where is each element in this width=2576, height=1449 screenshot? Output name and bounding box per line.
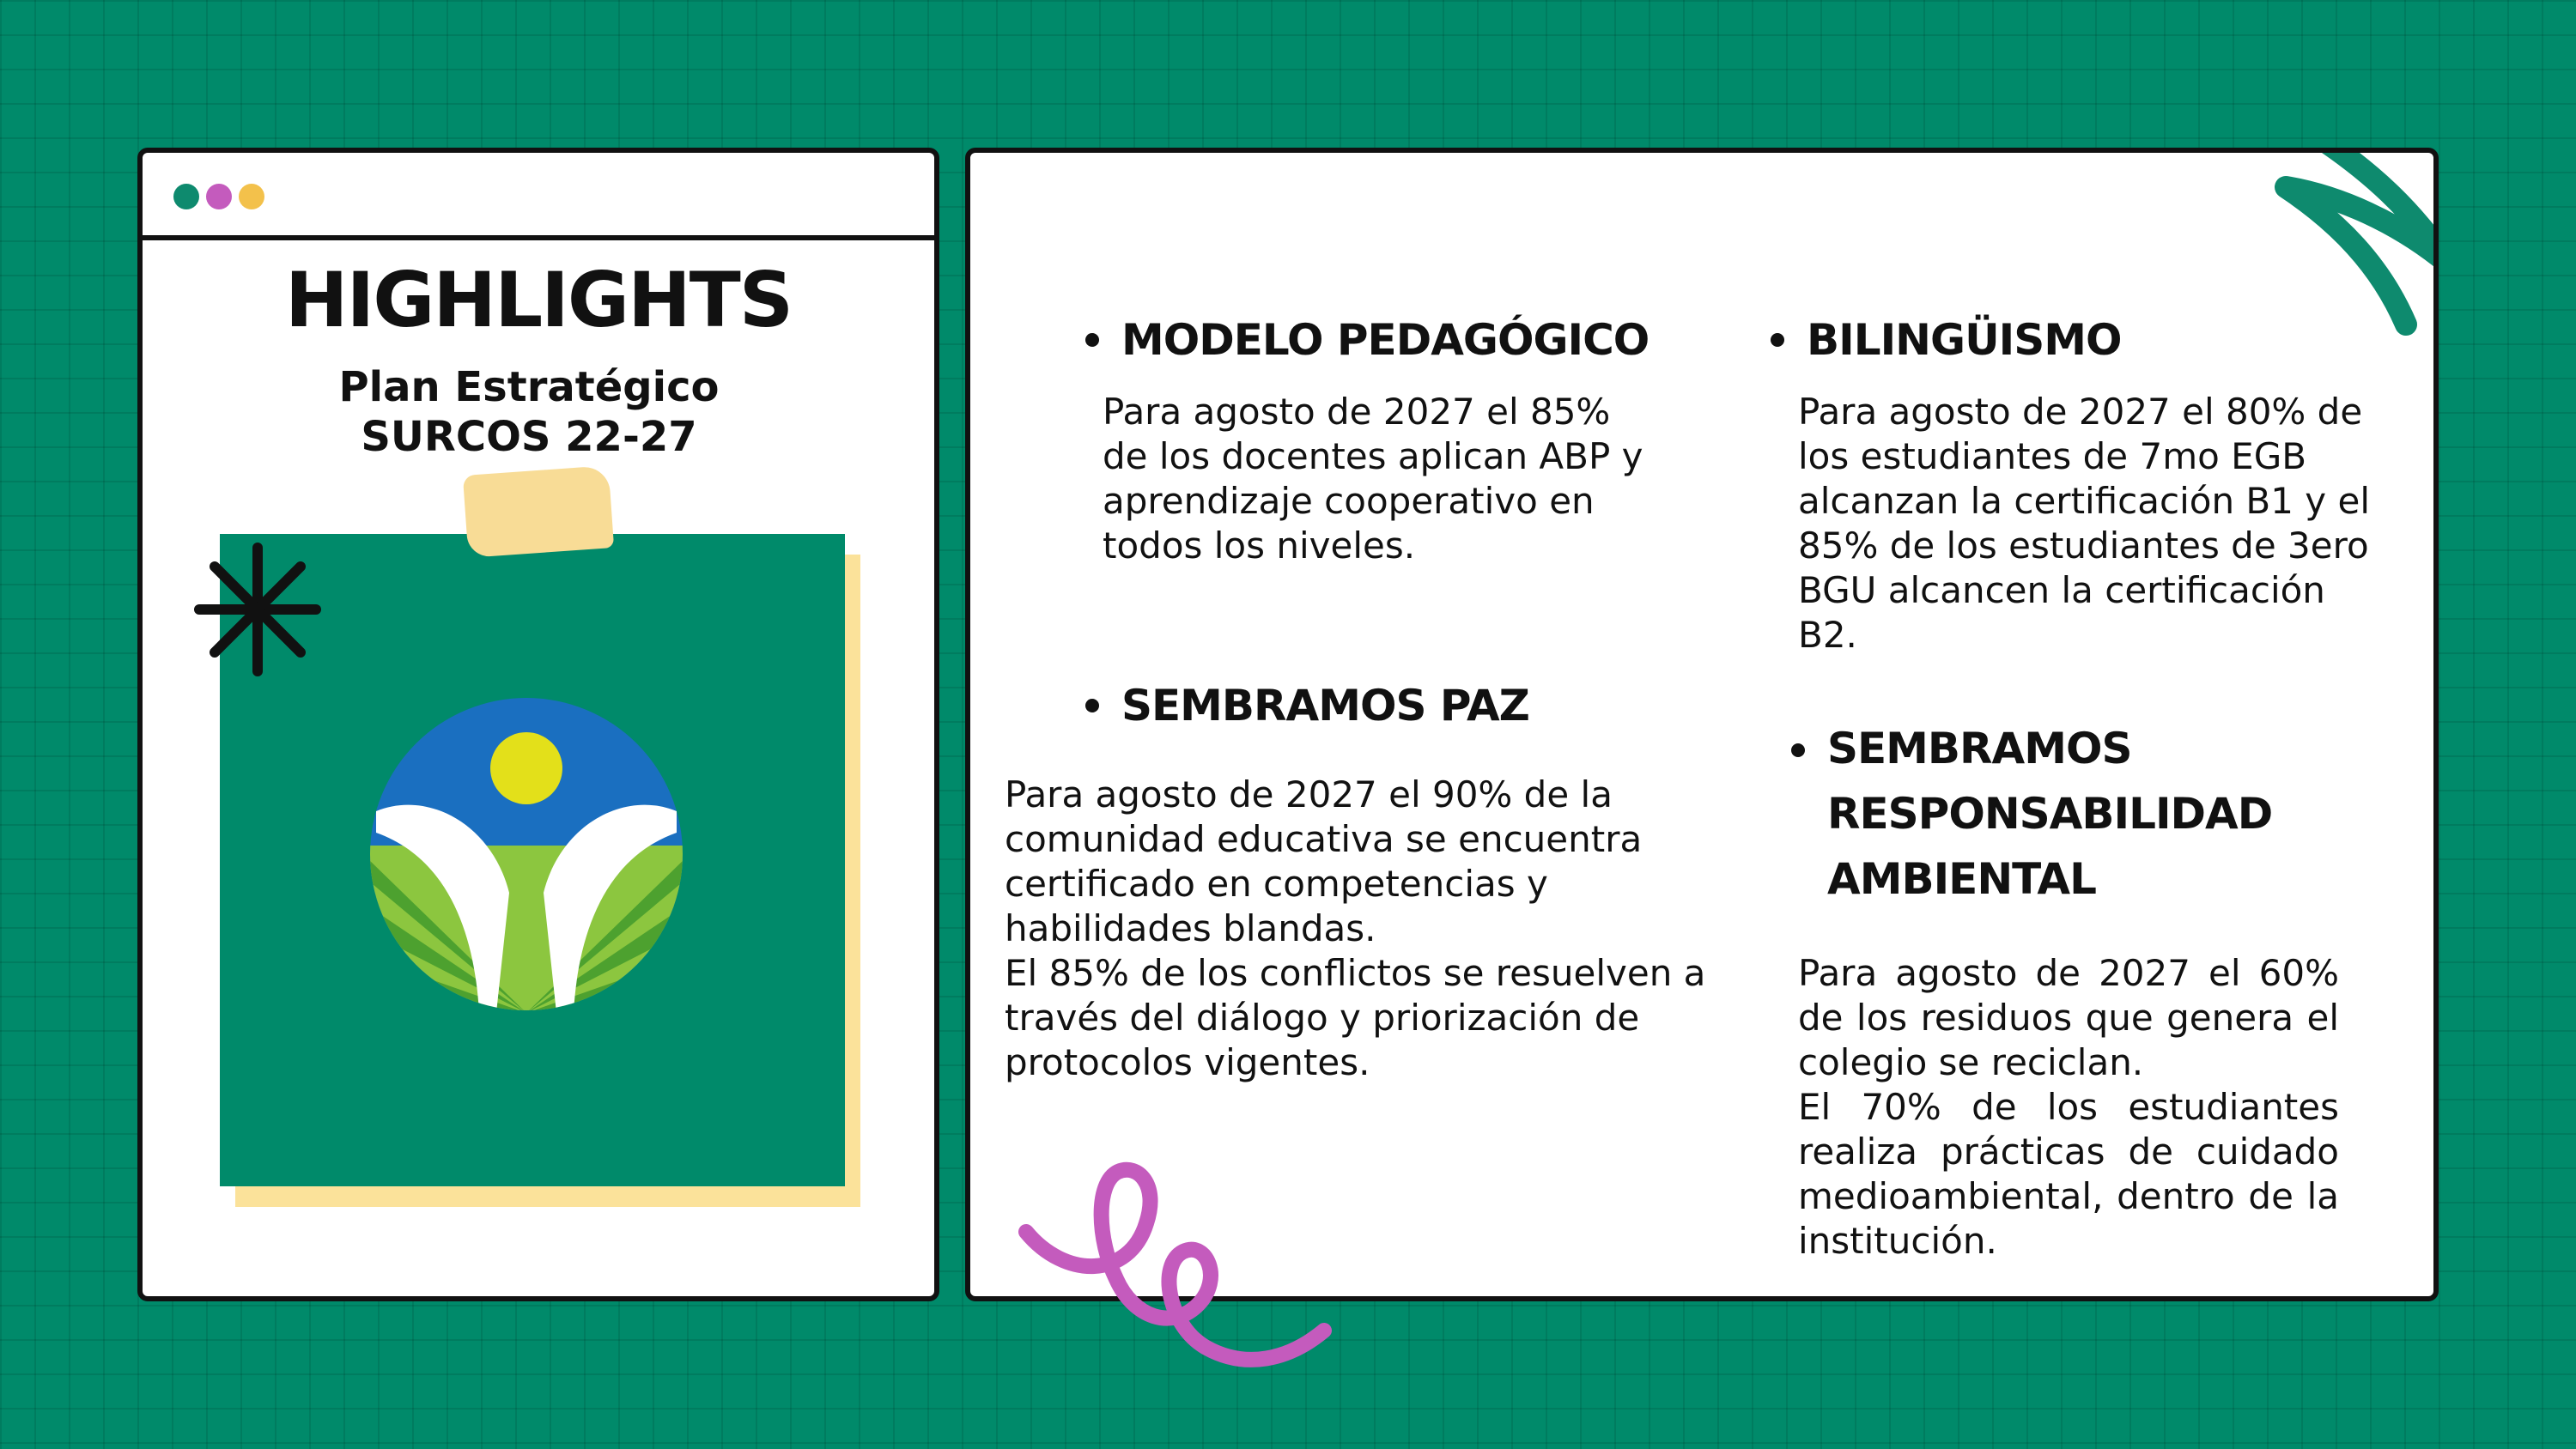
section-body-modelo: Para agosto de 2027 el 85% de los docentes aplican ABP y aprendizaje cooperativo en todos los niveles. — [1103, 391, 1643, 567]
bullet-icon — [1085, 333, 1099, 347]
asterisk-icon — [180, 532, 335, 687]
bullet-icon — [1791, 743, 1805, 757]
section-body-bilinguismo: Para agosto de 2027 el 80% de los estudiantes de 7mo EGB alcanzan la certificación B1 y el 85% de los estudiantes de 3ero BGU alcancen la certificación B2. — [1798, 391, 2371, 656]
bullet-icon — [1085, 699, 1099, 712]
section-body-ambiental: Para agosto de 2027 el 60% de los residuos que genera el colegio se reciclan. El 70% de los estudiantes realiza prácticas de cuidado medioambiental, dentro de la institución. — [1798, 952, 2339, 1262]
page-subtitle: Plan Estratégico SURCOS 22-27 — [338, 363, 720, 461]
content-card — [965, 148, 2439, 1301]
page-title: HIGHLIGHTS — [284, 256, 793, 344]
school-logo-icon — [368, 695, 685, 1013]
section-body-paz: Para agosto de 2027 el 90% de la comunidad educativa se encuentra certificado en competencias y habilidades blandas. El 85% de los conflictos se resuelven a través del diálogo y priorización de protocolos vigentes. — [1005, 773, 1706, 1083]
window-titlebar — [143, 153, 934, 240]
tape-icon — [463, 465, 614, 558]
section-title-ambiental: SEMBRAMOS RESPONSABILIDAD AMBIENTAL — [1827, 724, 2273, 904]
bullet-icon — [1771, 333, 1784, 347]
window-dot-purple — [206, 184, 232, 209]
loop-squiggle-icon — [1013, 1150, 1357, 1391]
zigzag-icon — [2251, 148, 2439, 359]
window-dot-yellow — [239, 184, 264, 209]
section-title-modelo: MODELO PEDAGÓGICO — [1121, 315, 1649, 365]
section-title-paz: SEMBRAMOS PAZ — [1121, 681, 1529, 731]
section-title-bilinguismo: BILINGÜISMO — [1807, 315, 2122, 365]
window-dot-green — [173, 184, 199, 209]
